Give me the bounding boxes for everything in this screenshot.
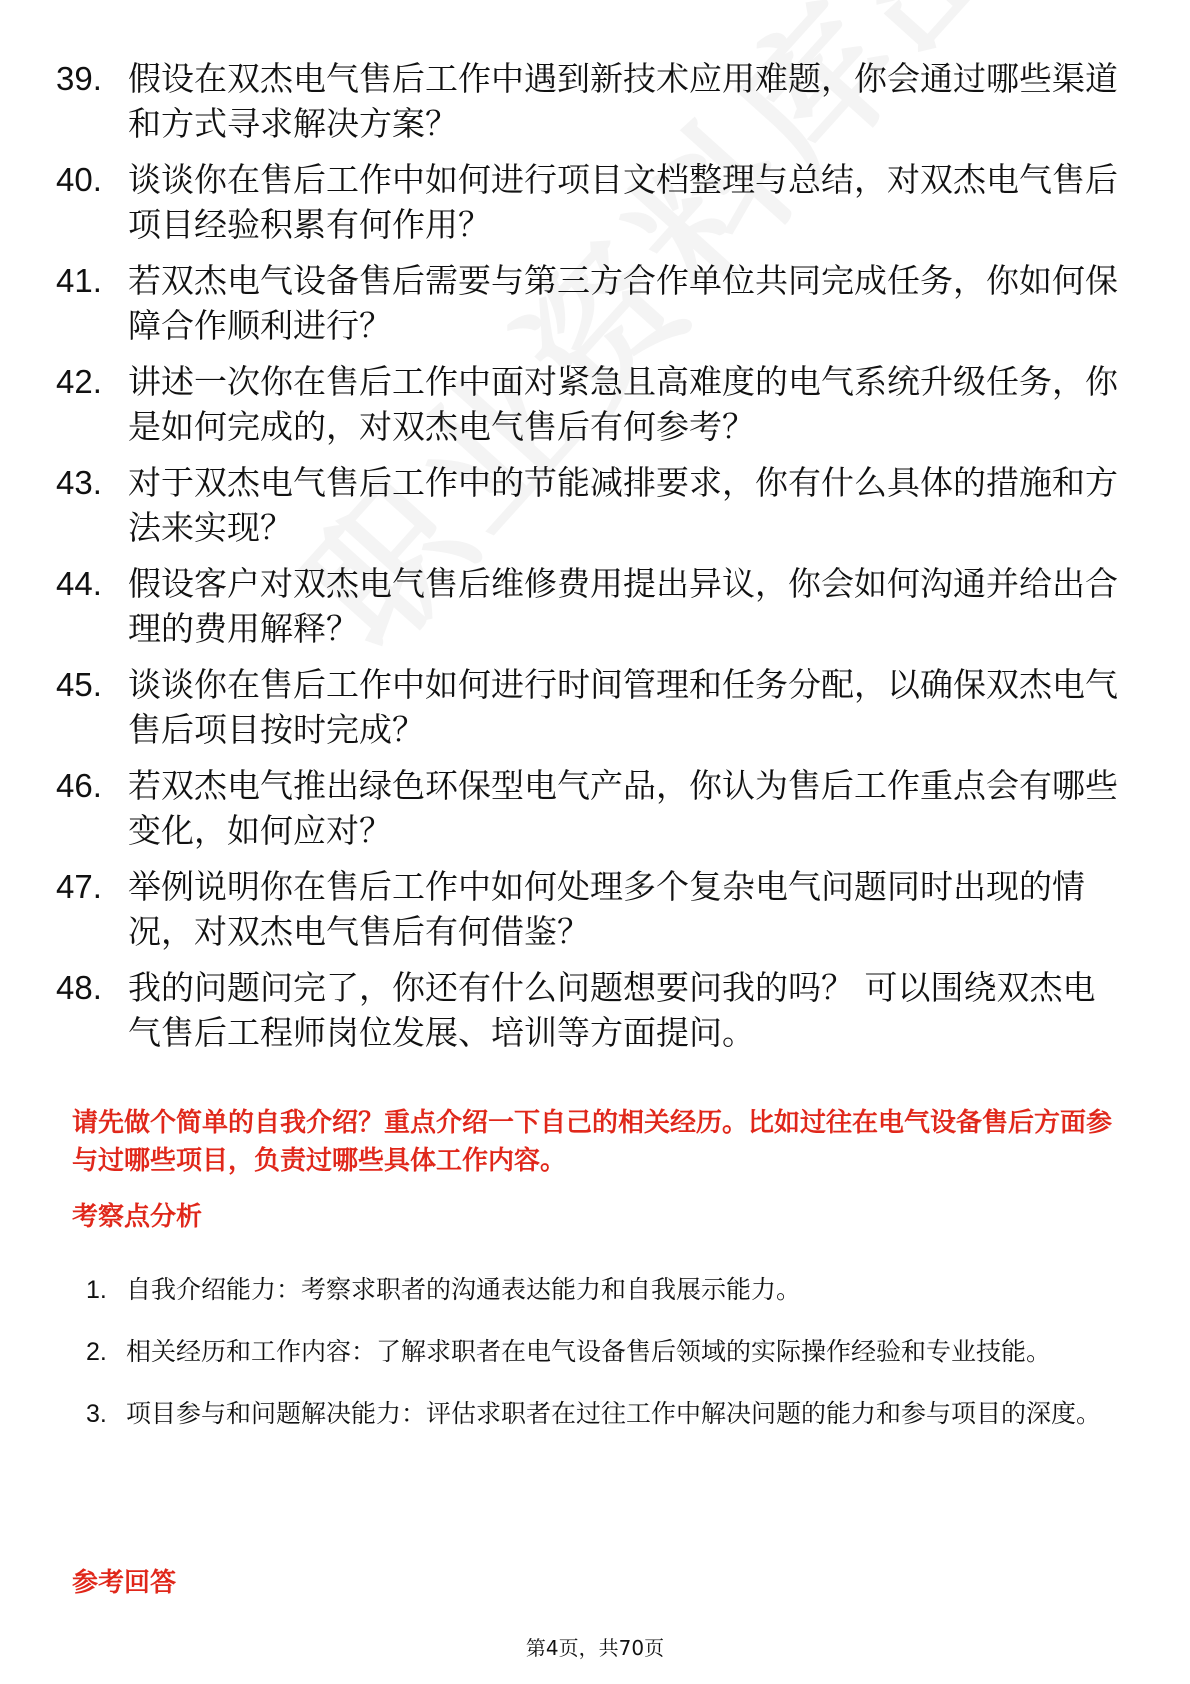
question-list — [56, 56, 1126, 1066]
question-text: 若双杰电气推出绿色环保型电气产品，你认为售后工作重点会有哪些变化，如何应对？ — [128, 766, 1118, 850]
question-text: 若双杰电气设备售后需要与第三方合作单位共同完成任务，你如何保障合作顺利进行？ — [128, 261, 1118, 345]
analysis-text: 项目参与和问题解决能力：评估求职者在过往工作中解决问题的能力和参与项目的深度。 — [126, 1399, 1102, 1428]
question-text: 谈谈你在售后工作中如何进行时间管理和任务分配，以确保双杰电气售后项目按时完成？ — [128, 665, 1118, 749]
analysis-text: 相关经历和工作内容：了解求职者在电气设备售后领域的实际操作经验和专业技能。 — [126, 1337, 1052, 1366]
question-number: 42. — [56, 363, 102, 400]
list-item — [56, 157, 1126, 247]
question-number: 47. — [56, 868, 102, 905]
question-number: 40. — [56, 161, 102, 198]
analysis-number: 3. — [86, 1400, 107, 1428]
question-text: 假设客户对双杰电气售后维修费用提出异议，你会如何沟通并给出合理的费用解释？ — [128, 564, 1118, 648]
question-number: 45. — [56, 666, 102, 703]
question-text: 讲述一次你在售后工作中面对紧急且高难度的电气系统升级任务，你是如何完成的，对双杰电气售后有何参考？ — [128, 362, 1118, 446]
list-item — [56, 359, 1126, 449]
question-text: 假设在双杰电气售后工作中遇到新技术应用难题，你会通过哪些渠道和方式寻求解决方案？ — [128, 59, 1118, 143]
list-item — [72, 1386, 1122, 1442]
list-item — [56, 56, 1126, 146]
list-item — [56, 965, 1126, 1055]
list-item — [56, 561, 1126, 651]
question-text: 我的问题问完了，你还有什么问题想要问我的吗？ 可以围绕双杰电气售后工程师岗位发展、培训等方面提问。 — [128, 968, 1096, 1052]
question-text: 谈谈你在售后工作中如何进行项目文档整理与总结，对双杰电气售后项目经验积累有何作用？ — [128, 160, 1118, 244]
analysis-text: 自我介绍能力：考察求职者的沟通表达能力和自我展示能力。 — [126, 1275, 802, 1304]
question-text: 对于双杰电气售后工作中的节能减排要求，你有什么具体的措施和方法来实现？ — [128, 463, 1118, 547]
question-number: 44. — [56, 565, 102, 602]
page-footer: 第4页，共70页 — [525, 1636, 665, 1660]
question-number: 46. — [56, 767, 102, 804]
analysis-list — [72, 1262, 1122, 1448]
list-item — [72, 1262, 1122, 1318]
analysis-title: 考察点分析 — [72, 1202, 203, 1232]
analysis-number: 1. — [86, 1276, 107, 1304]
list-item — [56, 864, 1126, 954]
question-number: 41. — [56, 262, 102, 299]
question-number: 43. — [56, 464, 102, 501]
question-number: 39. — [56, 60, 102, 97]
highlight-question: 请先做个简单的自我介绍？重点介绍一下自己的相关经历。比如过往在电气设备售后方面参与过哪些项目，负责过哪些具体工作内容。 — [72, 1108, 1113, 1176]
list-item — [56, 763, 1126, 853]
question-text: 举例说明你在售后工作中如何处理多个复杂电气问题同时出现的情况，对双杰电气售后有何借鉴？ — [128, 867, 1085, 951]
question-number: 48. — [56, 969, 102, 1006]
list-item — [56, 662, 1126, 752]
reference-answer-title: 参考回答 — [72, 1568, 177, 1598]
list-item — [56, 258, 1126, 348]
list-item — [56, 460, 1126, 550]
list-item — [72, 1324, 1122, 1380]
analysis-number: 2. — [86, 1338, 107, 1366]
